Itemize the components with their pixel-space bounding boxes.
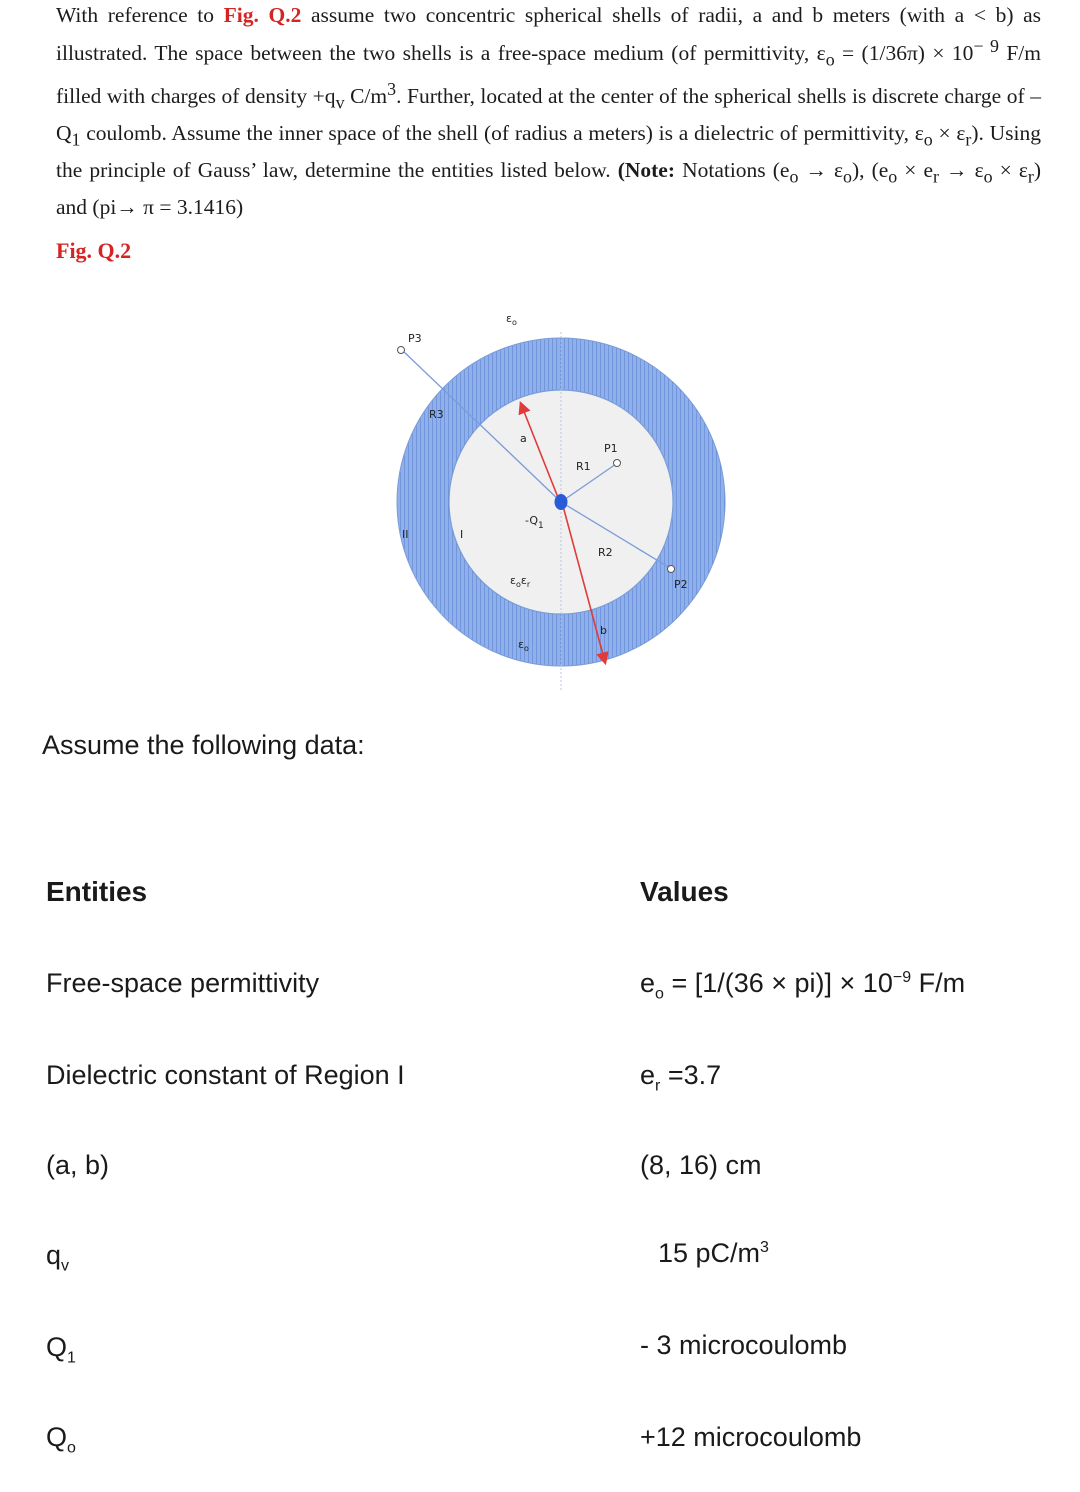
label-charge: $-Q_1$ — [525, 514, 544, 531]
label-r3: R3 — [429, 408, 444, 421]
text: C/m — [344, 84, 388, 109]
point-p1-marker — [614, 460, 621, 467]
subscript: o — [983, 166, 993, 187]
text: = (1/36π) × 10 — [834, 40, 974, 65]
label-eps-outer-bottom: $\varepsilon_o$ — [518, 638, 529, 653]
subscript: o — [825, 48, 835, 69]
label-region-one: I — [460, 528, 464, 541]
subscript: r — [655, 1077, 661, 1095]
text: × ε — [932, 121, 966, 146]
subscript: v — [61, 1257, 70, 1275]
entity-free-space-permittivity: Free-space permittivity — [46, 968, 320, 998]
text: assume two concentric spherical shells of radii, a and b meters (with a < b) as illustrated. The space between the two shells is a free-space medium (of permittivity, ε — [56, 3, 1041, 65]
value-charge-density — [658, 1238, 769, 1269]
exponent: − 9 — [973, 35, 999, 56]
text: ), (e — [851, 158, 889, 183]
superscript: 3 — [760, 1239, 769, 1256]
entity-charge-density — [46, 1240, 69, 1275]
entity-dielectric-constant: Dielectric constant of Region I — [46, 1060, 405, 1090]
column-header-values: Values — [640, 876, 729, 907]
text: F/m — [911, 968, 966, 998]
text: Notations (e — [675, 158, 790, 183]
text: ). Using the principle of Gauss’ law, determine the entities listed below. — [56, 121, 1041, 183]
label-r1: R1 — [576, 460, 591, 473]
subscript: r — [965, 129, 972, 150]
subscript: r — [1027, 166, 1034, 187]
point-p3-marker — [398, 347, 405, 354]
text: 15 pC/m — [658, 1238, 761, 1268]
column-header-entities: Entities — [46, 876, 148, 907]
entity-q1 — [46, 1332, 76, 1367]
subscript: r — [933, 166, 939, 187]
text: coulomb. Assume the inner space of the shell (of radius a meters) is a dielectric of permittivity, ε — [80, 121, 924, 146]
label-p3: P3 — [408, 332, 422, 345]
figure-reference: Fig. Q.2 — [223, 3, 302, 27]
entity-radii: (a, b) — [46, 1150, 110, 1180]
text: × e — [897, 158, 934, 183]
value-dielectric-constant — [640, 1060, 721, 1095]
superscript: −9 — [892, 969, 912, 986]
label-eps-inner: $\varepsilon_o\varepsilon_r$ — [510, 574, 531, 589]
center-charge — [555, 494, 568, 510]
subscript: 1 — [71, 129, 81, 150]
subscript: v — [335, 92, 345, 113]
text: With reference to — [56, 3, 224, 27]
label-p1: P1 — [604, 442, 618, 455]
subscript: o — [789, 166, 799, 187]
text: q — [46, 1240, 62, 1270]
text: =3.7 — [660, 1060, 722, 1090]
subscript: o — [67, 1439, 76, 1457]
subscript: o — [655, 985, 664, 1003]
value-q1: - 3 microcoulomb — [640, 1330, 848, 1360]
superscript: 3 — [387, 79, 397, 100]
note-label: (Note: — [617, 158, 676, 183]
text: × ε — [992, 158, 1028, 183]
subscript: o — [923, 129, 933, 150]
value-qo: +12 microcoulomb — [640, 1422, 862, 1452]
label-eps-outer-top: $\varepsilon_o$ — [506, 312, 517, 327]
text: → ε — [938, 158, 984, 183]
text: F/m filled with charges of density +q — [56, 40, 1042, 109]
entity-qo — [46, 1422, 76, 1457]
value-free-space-permittivity — [640, 968, 965, 1003]
text: Q — [46, 1422, 68, 1452]
text: = [1/(36 × pi)] × 10 — [663, 968, 893, 998]
text: e — [640, 968, 656, 998]
subscript: o — [843, 166, 852, 187]
figure-diagram — [380, 296, 730, 706]
text: ) and (pi→ π = 3.1416) — [56, 158, 1041, 219]
point-p2-marker — [668, 566, 675, 573]
problem-statement — [56, 0, 1041, 223]
text: Q — [46, 1332, 68, 1362]
assume-heading: Assume the following data: — [42, 730, 365, 760]
label-r2: R2 — [598, 546, 613, 559]
text: → ε — [798, 158, 844, 183]
text: . Further, located at the center of the spherical shells is discrete charge of – Q — [56, 84, 1041, 146]
text: e — [640, 1060, 656, 1090]
figure-label: Fig. Q.2 — [56, 238, 132, 263]
subscript: o — [888, 166, 898, 187]
subscript: 1 — [67, 1349, 76, 1367]
label-a: a — [520, 432, 527, 445]
label-b: b — [600, 624, 607, 637]
value-radii: (8, 16) cm — [640, 1150, 762, 1180]
label-region-two: II — [402, 528, 409, 541]
label-p2: P2 — [674, 578, 688, 591]
